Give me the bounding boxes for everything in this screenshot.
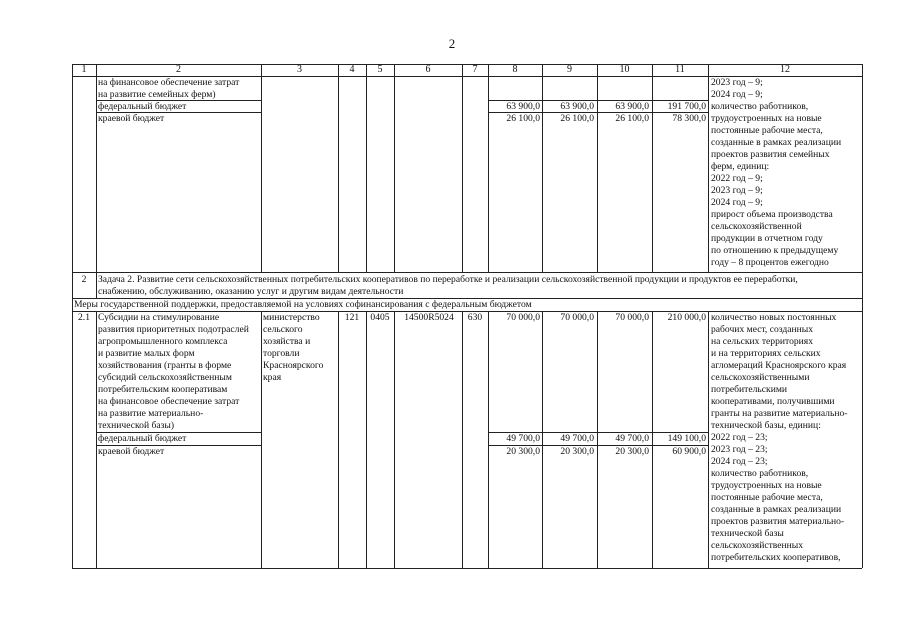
item-indicator-line: потребительскими [711,384,788,395]
item-indicator-line: 2022 год – 23; [711,432,768,443]
cont-indicator-line: постоянные рабочие места, [711,125,823,136]
v-rule [366,311,367,568]
item-indicator-line: проектов развития материально- [711,516,845,527]
cont-federal-label: федеральный бюджет [98,101,187,112]
v-rule [652,64,653,272]
cont-indicator-line: 2023 год – 9; [711,77,763,88]
item-indicator-line: количество работников, [711,468,809,479]
item-c5: 0405 [370,312,390,323]
item-name-line: потребительским кооперативам [98,384,228,395]
item-federal-label: федеральный бюджет [98,433,187,444]
item-federal-c9: 49 700,0 [560,433,594,444]
item-total-c11: 210 000,0 [667,312,706,323]
v-rule [708,64,709,272]
cont-indicator-line: 2024 год – 9; [711,197,763,208]
item-indicator-line: постоянные рабочие места, [711,492,823,503]
item-federal-c11: 149 100,0 [667,433,706,444]
item-indicator-line: количество новых постоянных [711,312,837,323]
measures-heading: Меры государственной поддержки, предоставляемой на условиях софинансирования с федеральным бюджетом [74,299,532,310]
cont-regional-c10: 26 100,0 [615,113,649,124]
v-rule [338,64,339,272]
header-cell-5: 5 [377,64,383,75]
item-federal-c8: 49 700,0 [506,433,540,444]
header-cell-2: 2 [176,64,181,75]
cont-indicator-line: прирост объема производства [711,209,833,220]
header-cell-6: 6 [425,64,431,75]
header-cell-8: 8 [512,64,518,75]
h-rule [72,272,862,273]
v-rule [597,311,598,568]
cont-regional-c9: 26 100,0 [560,113,594,124]
item-name-line: технической базы) [98,420,175,431]
cont-regional-c8: 26 100,0 [506,113,540,124]
item-regional-c11: 60 900,0 [672,446,706,457]
item-name-line: на финансовое обеспечение затрат [98,396,240,407]
item-indicator-line: рабочих мест, созданных [711,324,814,335]
cont-indicator-line: 2024 год – 9; [711,89,763,100]
v-rule [862,272,863,311]
cont-indicator-line: 2023 год – 9; [711,185,763,196]
item-ministry-line: министерство [263,312,320,323]
v-rule [488,64,489,272]
v-rule [542,64,543,272]
item-total-c9: 70 000,0 [560,312,594,323]
cont-name-line-1: на финансовое обеспечение затрат [98,77,240,88]
v-rule [261,311,262,568]
v-rule [462,311,463,568]
item-name-line: субсидий сельскохозяйственным [98,372,232,383]
v-rule [708,311,709,568]
item-ministry-line: торговли [263,348,300,359]
item-ministry-line: края [263,372,282,383]
cont-federal-c9: 63 900,0 [560,101,594,112]
v-rule [72,311,73,568]
item-name-line: хозяйствования (гранты в форме [98,360,232,371]
header-cell-1: 1 [81,64,87,75]
cont-indicator-line: 2022 год – 9; [711,173,763,184]
item-indicator-line: на сельских территориях [711,336,814,347]
item-name-line: и развитие малых форм [98,348,195,359]
v-rule [338,311,339,568]
item-c6: 14500R5024 [404,312,454,323]
item-ministry-line: хозяйства и [263,336,311,347]
item-regional-c9: 20 300,0 [560,446,594,457]
item-regional-c10: 20 300,0 [615,446,649,457]
v-rule [394,311,395,568]
item-name-line: развития приоритетных подотраслей [98,324,249,335]
task-line-2: снабжению, обслуживанию, оказанию услуг и другим видам деятельности [98,286,404,297]
header-cell-7: 7 [472,64,478,75]
header-cell-3: 3 [297,64,302,75]
v-rule [366,64,367,272]
cont-federal-c10: 63 900,0 [615,101,649,112]
cont-indicator-line: сельскохозяйственной [711,221,802,232]
header-cell-4: 4 [349,64,355,75]
item-indicator-line: 2023 год – 23; [711,444,768,455]
v-rule [96,64,97,272]
v-rule [394,64,395,272]
cont-name-line-2: на развитие семейных ферм) [98,89,216,100]
v-rule [96,272,97,298]
cont-indicator-line: году – 8 процентов ежегодно [711,257,829,268]
item-indicator-line: гранты на развитие материально- [711,408,848,419]
item-name-line: Субсидии на стимулирование [98,312,220,323]
item-regional-label: краевой бюджет [98,446,165,457]
cont-federal-c8: 63 900,0 [506,101,540,112]
item-total-c8: 70 000,0 [506,312,540,323]
item-name-line: агропромышленного комплекса [98,336,228,347]
cont-indicator-line: количество работников, [711,101,809,112]
item-indicator-line: созданные в рамках реализации [711,504,842,515]
item-indicator-line: 2024 год – 23; [711,456,768,467]
cont-indicator-line: созданные в рамках реализации [711,137,842,148]
cont-indicator-line: ферм, единиц: [711,161,770,172]
header-cell-12: 12 [780,64,790,75]
task-number: 2 [81,274,87,285]
v-rule [597,64,598,272]
item-total-c10: 70 000,0 [615,312,649,323]
v-rule [261,64,262,272]
task-line-1: Задача 2. Развитие сети сельскохозяйственных потребительских кооперативов по переработке и реализации сельскохозяйственной продукции и продуктов ее переработки, [98,274,798,285]
item-name-line: на развитие материально- [98,408,204,419]
cont-federal-c11: 191 700,0 [667,101,706,112]
v-rule [862,64,863,272]
cont-indicator-line: трудоустроенных на новые [711,113,822,124]
item-number: 2.1 [78,312,90,323]
cont-regional-label: краевой бюджет [98,113,165,124]
item-indicator-line: и на территориях сельских [711,348,821,359]
v-rule [488,311,489,568]
item-indicator-line: технической базы [711,528,784,539]
header-cell-11: 11 [675,64,685,75]
item-indicator-line: кооперативами, получившими [711,396,835,407]
item-indicator-line: технической базы, единиц: [711,420,821,431]
v-rule [72,64,73,272]
v-rule [652,311,653,568]
item-indicator-line: сельскохозяйственными [711,372,810,383]
item-c7: 630 [467,312,483,323]
item-ministry-line: Красноярского [263,360,324,371]
cont-regional-c11: 78 300,0 [672,113,706,124]
page-number: 2 [448,36,456,51]
item-regional-c8: 20 300,0 [506,446,540,457]
v-rule [96,311,97,568]
v-rule [462,64,463,272]
header-cell-9: 9 [567,64,572,75]
item-ministry-line: сельского [263,324,303,335]
cont-indicator-line: продукции в отчетном году [711,233,823,244]
cont-indicator-line: по отношению к предыдущему [711,245,839,256]
item-c4: 121 [344,312,360,323]
cont-indicator-line: проектов развития семейных [711,149,830,160]
item-indicator-line: трудоустроенных на новые [711,480,822,491]
item-indicator-line: потребительских кооперативов, [711,552,841,563]
item-indicator-line: агломераций Красноярского края [711,360,847,371]
v-rule [542,311,543,568]
item-federal-c10: 49 700,0 [615,433,649,444]
v-rule [862,311,863,568]
item-indicator-line: сельскохозяйственных [711,540,804,551]
h-rule [72,568,862,569]
header-cell-10: 10 [619,64,630,75]
